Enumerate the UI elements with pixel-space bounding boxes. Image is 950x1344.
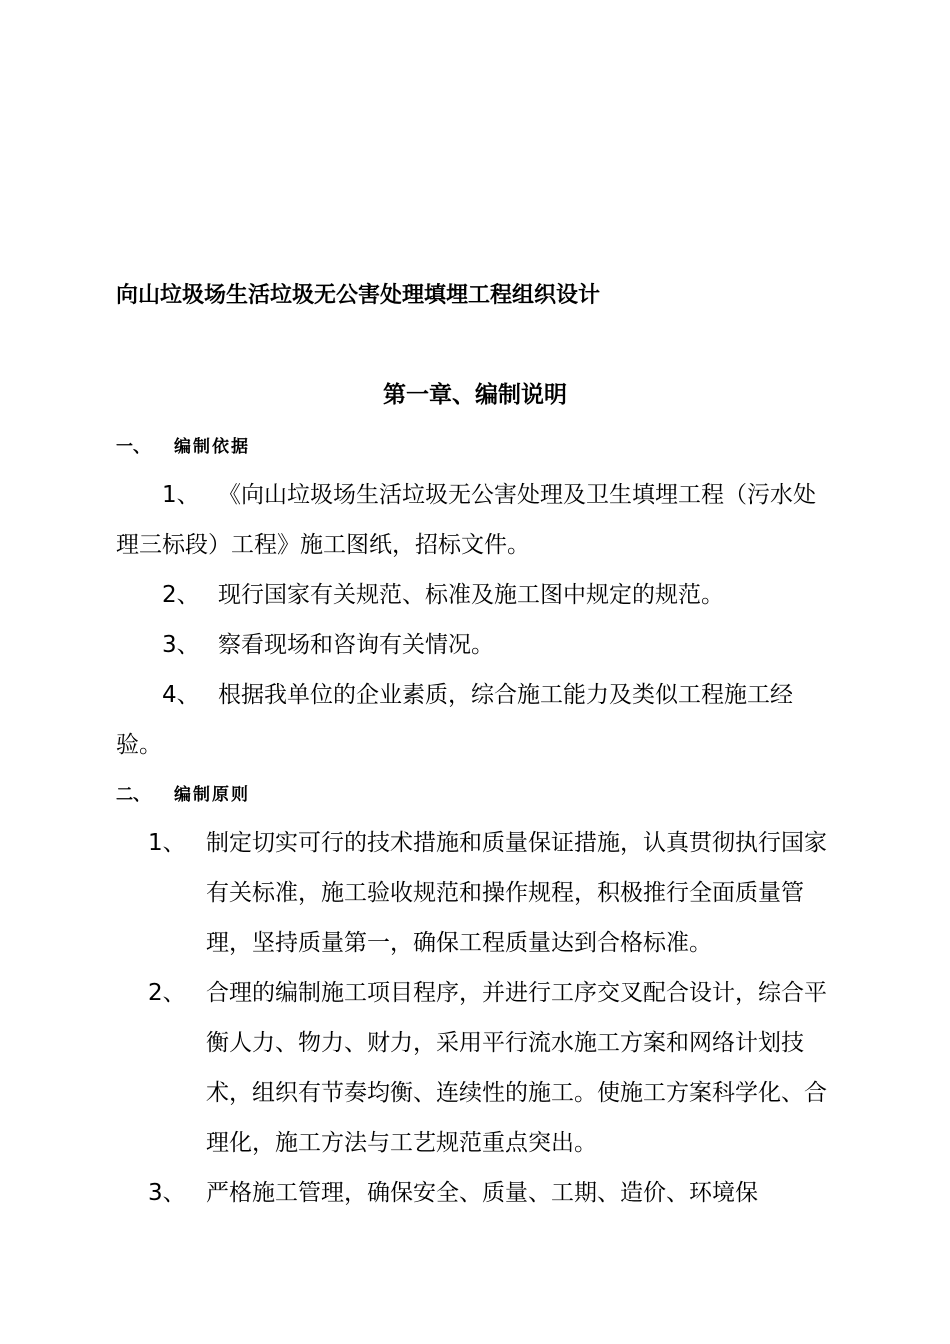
- item-number: 1、: [148, 830, 186, 856]
- basis-list: [116, 470, 836, 770]
- document-title: 向山垃圾场生活垃圾无公害处理填埋工程组织设计: [116, 283, 601, 308]
- section-number: 一、: [116, 437, 150, 457]
- section-number: 二、: [116, 785, 150, 805]
- item-number: 1、: [162, 482, 200, 508]
- item-number: 3、: [148, 1180, 186, 1206]
- chapter-title: 第一章、编制说明: [383, 382, 567, 408]
- item-number: 2、: [162, 582, 200, 608]
- list-item: [116, 470, 836, 570]
- item-number: 2、: [148, 980, 186, 1006]
- section-heading-text: 编制原则: [174, 785, 250, 805]
- item-text: 察看现场和咨询有关情况。: [218, 632, 494, 658]
- list-item: [116, 670, 836, 770]
- item-text: 制定切实可行的技术措施和质量保证措施，认真贯彻执行国家有关标准，施工验收规范和操作规程，积极推行全面质量管理，坚持质量第一，确保工程质量达到合格标准。: [206, 830, 827, 956]
- list-item: [116, 1168, 836, 1218]
- item-text: 根据我单位的企业素质，综合施工能力及类似工程施工经验。: [116, 682, 793, 758]
- list-item: [116, 570, 836, 620]
- item-number: 4、: [162, 682, 200, 708]
- section-heading-text: 编制依据: [174, 437, 250, 457]
- item-text: 《向山垃圾场生活垃圾无公害处理及卫生填埋工程（污水处理三标段）工程》施工图纸，招标文件。: [116, 482, 816, 558]
- principles-list: [116, 818, 836, 1218]
- item-text: 合理的编制施工项目程序，并进行工序交叉配合设计，综合平衡人力、物力、财力，采用平行流水施工方案和网络计划技术，组织有节奏均衡、连续性的施工。使施工方案科学化、合理化，施工方法与工艺规范重点突出。: [206, 980, 827, 1156]
- list-item: [116, 620, 836, 670]
- item-number: 3、: [162, 632, 200, 658]
- section-heading-principles: [116, 782, 250, 808]
- item-text: 现行国家有关规范、标准及施工图中规定的规范。: [218, 582, 724, 608]
- section-heading-basis: [116, 434, 250, 460]
- list-item: [116, 968, 836, 1168]
- list-item: [116, 818, 836, 968]
- item-text: 严格施工管理，确保安全、质量、工期、造价、环境保: [206, 1180, 758, 1206]
